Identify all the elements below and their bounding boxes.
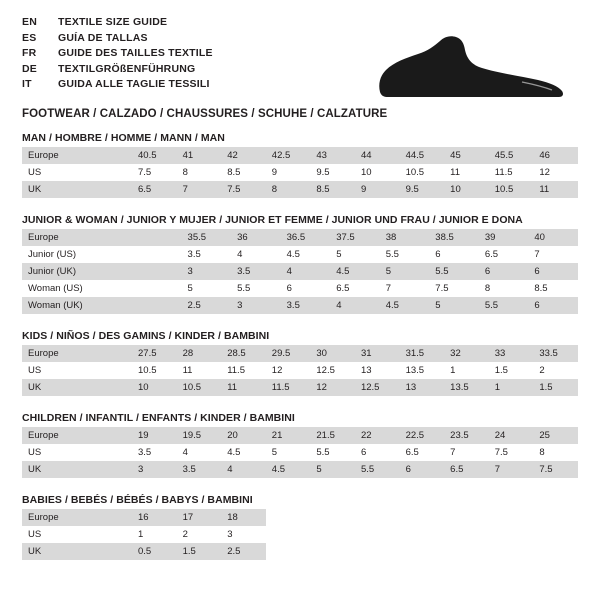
cell: 12 [266,362,311,379]
dress-shoe-icon [372,32,572,102]
cell: 2 [533,362,578,379]
cell: 4.5 [221,444,266,461]
cell: 6.5 [444,461,489,478]
cell [132,246,182,263]
section-kids [22,330,578,396]
cell: 19 [132,427,177,444]
row-label: UK [22,181,132,198]
cell: 31.5 [400,345,445,362]
cell: 32 [444,345,489,362]
cell: 44.5 [400,147,445,164]
cell-empty [489,543,534,560]
size-table-man [22,147,578,198]
cell: 5 [429,297,479,314]
cell: 11 [221,379,266,396]
cell: 31 [355,345,400,362]
cell: 38 [380,229,430,246]
cell: 3 [132,461,177,478]
cell: 46 [533,147,578,164]
language-row [22,32,213,48]
size-table-junior-woman [22,229,578,314]
cell: 37.5 [330,229,380,246]
cell-empty [444,543,489,560]
cell: 8.5 [221,164,266,181]
table-row [22,362,578,379]
cell-empty [444,509,489,526]
cell: 10 [444,181,489,198]
cell: 11.5 [489,164,534,181]
cell: 3 [182,263,232,280]
cell: 6 [355,444,400,461]
cell: 3.5 [132,444,177,461]
cell: 8.5 [310,181,355,198]
cell: 6 [281,280,331,297]
cell: 10 [132,379,177,396]
cell: 10.5 [400,164,445,181]
section-title: BABIES / BEBÉS / BÉBÉS / BABYS / BAMBINI [22,494,253,506]
cell: 23.5 [444,427,489,444]
cell: 4 [177,444,222,461]
cell: 39 [479,229,529,246]
page-title: FOOTWEAR / CALZADO / CHAUSSURES / SCHUHE / CALZATURE [22,107,388,120]
cell: 7.5 [533,461,578,478]
cell: 4.5 [281,246,331,263]
section-children [22,412,578,478]
section-babies [22,494,578,560]
section-title: CHILDREN / INFANTIL / ENFANTS / KINDER / BAMBINI [22,412,295,424]
language-title: GUIDE DES TAILLES TEXTILE [58,47,213,59]
cell: 36 [231,229,281,246]
cell: 7.5 [221,181,266,198]
cell: 4 [281,263,331,280]
row-label: US [22,362,132,379]
row-label: UK [22,543,132,560]
table-row [22,543,578,560]
cell-empty [355,543,400,560]
cell: 7.5 [132,164,177,181]
cell-empty [310,543,355,560]
size-table-babies [22,509,578,560]
cell: 28 [177,345,222,362]
cell: 11.5 [266,379,311,396]
cell: 1 [444,362,489,379]
table-row [22,427,578,444]
size-table-children [22,427,578,478]
cell: 1.5 [533,379,578,396]
cell: 42.5 [266,147,311,164]
cell: 10.5 [132,362,177,379]
cell: 41 [177,147,222,164]
cell: 25 [533,427,578,444]
cell: 0.5 [132,543,177,560]
table-row [22,229,578,246]
cell: 27.5 [132,345,177,362]
language-code: FR [22,47,37,59]
cell: 6 [528,297,578,314]
language-title: GUÍA DE TALLAS [58,31,148,44]
cell: 5.5 [429,263,479,280]
row-label: Europe [22,147,132,164]
row-label: UK [22,461,132,478]
cell: 6.5 [330,280,380,297]
cell-empty [533,509,578,526]
cell: 9.5 [310,164,355,181]
cell: 7.5 [429,280,479,297]
cell: 6.5 [132,181,177,198]
row-label: Junior (UK) [22,263,132,280]
table-row [22,444,578,461]
cell: 1 [132,526,177,543]
cell: 4.5 [266,461,311,478]
cell [132,280,182,297]
cell [132,297,182,314]
size-table-kids [22,345,578,396]
cell: 22 [355,427,400,444]
cell: 38.5 [429,229,479,246]
table-row [22,526,578,543]
cell: 4 [330,297,380,314]
cell: 7 [528,246,578,263]
cell: 8 [533,444,578,461]
cell: 6.5 [400,444,445,461]
cell-empty [266,526,311,543]
cell: 12 [310,379,355,396]
cell: 33.5 [533,345,578,362]
language-row [22,63,213,79]
table-row [22,280,578,297]
language-title: TEXTILGRÖßENFÜHRUNG [58,62,196,75]
cell: 8 [479,280,529,297]
cell: 6 [429,246,479,263]
row-label: US [22,444,132,461]
cell: 13.5 [400,362,445,379]
cell: 33 [489,345,534,362]
cell: 1.5 [177,543,222,560]
cell: 44 [355,147,400,164]
cell-empty [310,509,355,526]
cell: 10.5 [489,181,534,198]
cell-empty [489,526,534,543]
row-label: Europe [22,427,132,444]
cell: 7 [444,444,489,461]
cell-empty [489,509,534,526]
section-man [22,132,578,198]
cell: 3 [221,526,266,543]
cell: 9 [355,181,400,198]
cell-empty [400,543,445,560]
cell: 13.5 [444,379,489,396]
cell: 6 [479,263,529,280]
cell: 5 [330,246,380,263]
cell [132,263,182,280]
cell-empty [400,509,445,526]
section-junior-woman [22,214,578,314]
cell: 13 [400,379,445,396]
row-label: Europe [22,229,132,246]
cell: 1.5 [489,362,534,379]
cell: 21 [266,427,311,444]
cell: 12 [533,164,578,181]
cell: 28.5 [221,345,266,362]
cell: 13 [355,362,400,379]
cell: 36.5 [281,229,331,246]
cell-empty [533,543,578,560]
cell: 9.5 [400,181,445,198]
cell: 7 [380,280,430,297]
table-row [22,461,578,478]
table-row [22,345,578,362]
cell: 5.5 [231,280,281,297]
cell: 2 [177,526,222,543]
cell-empty [266,509,311,526]
table-row [22,181,578,198]
cell: 22.5 [400,427,445,444]
section-title: KIDS / NIÑOS / DES GAMINS / KINDER / BAMBINI [22,330,270,342]
language-title: GUIDA ALLE TAGLIE TESSILI [58,78,210,90]
cell: 4 [221,461,266,478]
row-label: Junior (US) [22,246,132,263]
cell: 3.5 [231,263,281,280]
cell: 4.5 [330,263,380,280]
language-code: ES [22,31,37,44]
cell: 45.5 [489,147,534,164]
cell: 8 [177,164,222,181]
cell: 5 [310,461,355,478]
cell: 11.5 [221,362,266,379]
cell: 6 [400,461,445,478]
cell: 29.5 [266,345,311,362]
cell: 7 [177,181,222,198]
cell: 4 [231,246,281,263]
row-label: UK [22,379,132,396]
cell: 5 [182,280,232,297]
table-row [22,263,578,280]
cell: 12.5 [310,362,355,379]
language-code: DE [22,62,37,75]
page-header [22,16,578,120]
cell: 12.5 [355,379,400,396]
dress-shoe-illustration [372,32,572,102]
language-title-list [22,16,213,94]
cell: 30 [310,345,355,362]
row-label: US [22,526,132,543]
cell: 5.5 [310,444,355,461]
cell: 5.5 [355,461,400,478]
cell: 2.5 [182,297,232,314]
cell: 5 [266,444,311,461]
cell: 18 [221,509,266,526]
cell: 45 [444,147,489,164]
cell: 3.5 [177,461,222,478]
cell-empty [266,543,311,560]
cell: 6.5 [479,246,529,263]
cell: 8.5 [528,280,578,297]
row-label: Europe [22,345,132,362]
language-row [22,78,213,94]
cell: 6 [528,263,578,280]
cell: 5.5 [479,297,529,314]
cell-empty [355,526,400,543]
cell: 5 [380,263,430,280]
cell: 11 [177,362,222,379]
cell: 24 [489,427,534,444]
language-row [22,47,213,63]
table-row [22,509,578,526]
cell: 35.5 [182,229,232,246]
cell: 40 [528,229,578,246]
cell: 3 [231,297,281,314]
cell-empty [444,526,489,543]
cell: 3.5 [281,297,331,314]
cell: 40.5 [132,147,177,164]
cell: 9 [266,164,311,181]
language-code: IT [22,78,32,90]
row-label: Woman (UK) [22,297,132,314]
row-label: US [22,164,132,181]
cell: 7.5 [489,444,534,461]
cell: 43 [310,147,355,164]
table-row [22,246,578,263]
cell-empty [400,526,445,543]
section-title: MAN / HOMBRE / HOMME / MANN / MAN [22,132,225,144]
cell-empty [533,526,578,543]
cell: 5.5 [380,246,430,263]
cell: 16 [132,509,177,526]
cell: 20 [221,427,266,444]
row-label: Woman (US) [22,280,132,297]
table-row [22,379,578,396]
section-title: JUNIOR & WOMAN / JUNIOR Y MUJER / JUNIOR ET FEMME / JUNIOR UND FRAU / JUNIOR E DONA [22,214,523,226]
language-title: TEXTILE SIZE GUIDE [58,16,168,28]
cell-empty [310,526,355,543]
cell: 19.5 [177,427,222,444]
language-code: EN [22,16,37,28]
language-title-list-body [22,16,213,94]
cell: 17 [177,509,222,526]
cell: 10.5 [177,379,222,396]
cell: 3.5 [182,246,232,263]
cell: 4.5 [380,297,430,314]
cell: 10 [355,164,400,181]
cell: 1 [489,379,534,396]
table-row [22,297,578,314]
cell: 11 [444,164,489,181]
row-label: Europe [22,509,132,526]
cell: 7 [489,461,534,478]
language-row [22,16,213,32]
cell-empty [355,509,400,526]
cell: 2.5 [221,543,266,560]
cell: 21.5 [310,427,355,444]
table-row [22,147,578,164]
cell [132,229,182,246]
cell: 42 [221,147,266,164]
cell: 11 [533,181,578,198]
table-row [22,164,578,181]
cell: 8 [266,181,311,198]
